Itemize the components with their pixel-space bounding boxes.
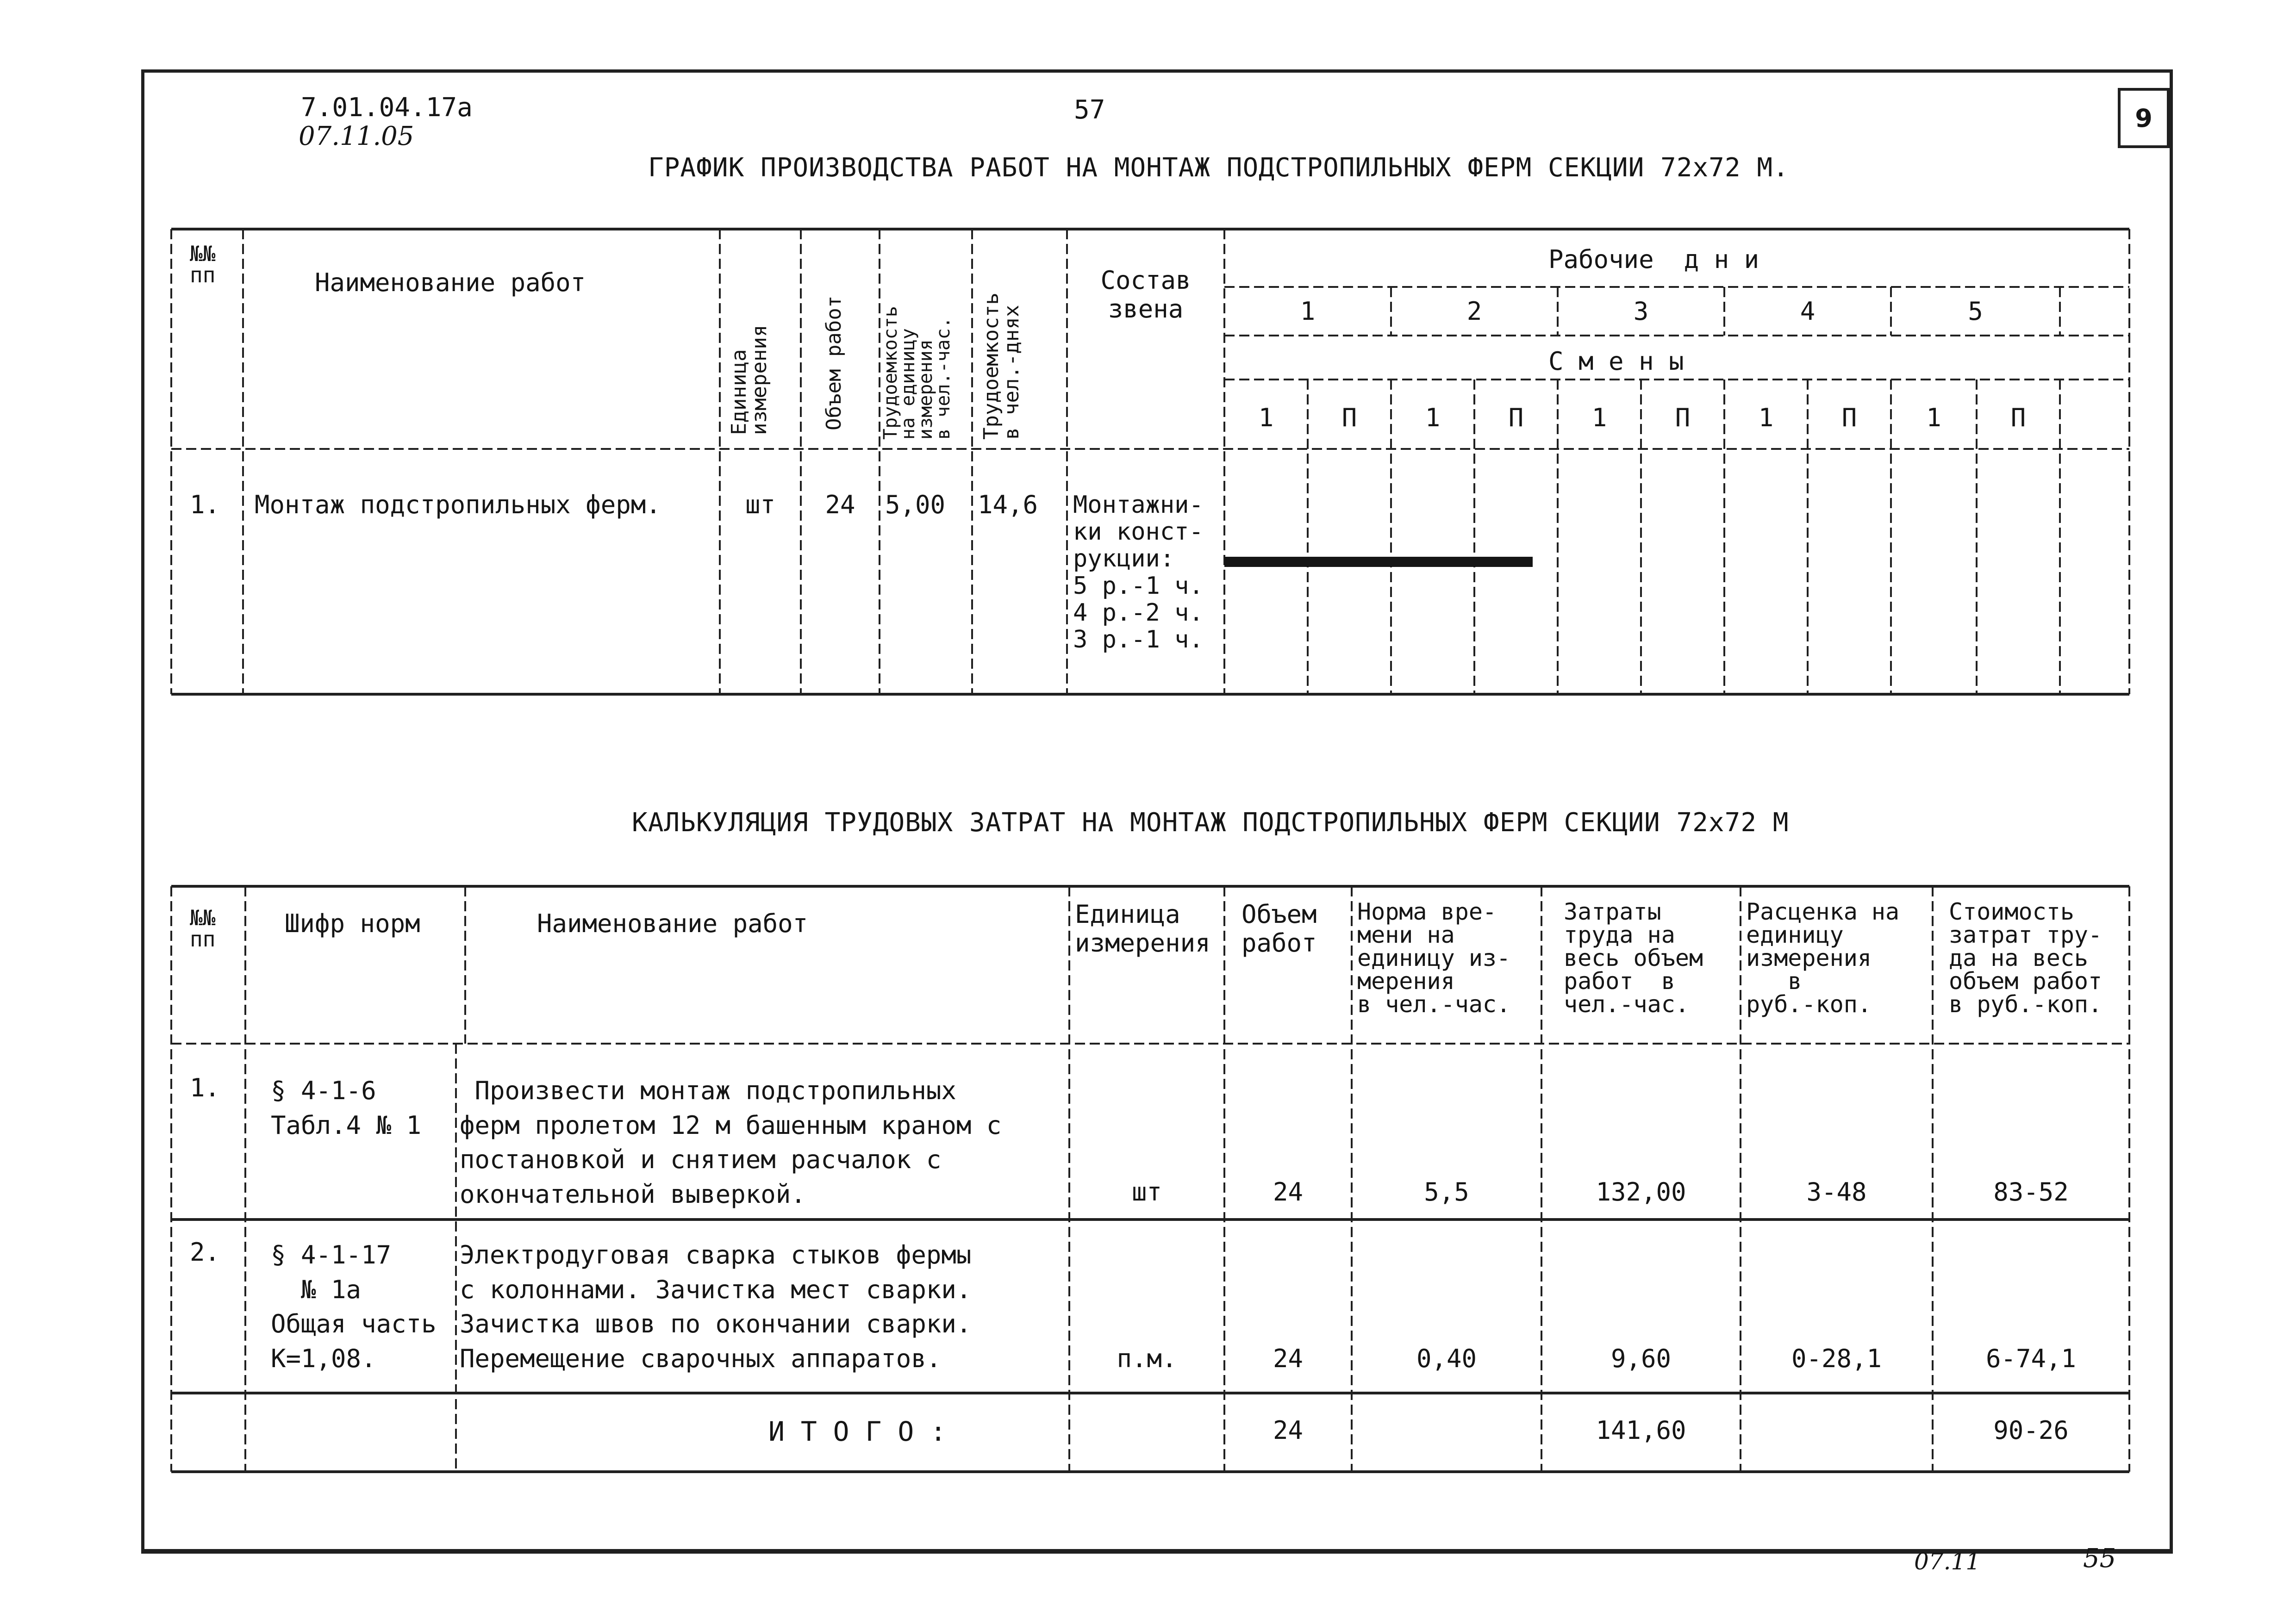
calc-row-labor-cost: 132,00 xyxy=(1596,1177,1686,1207)
document-code: 7.01.04.17а xyxy=(301,93,473,123)
calc-row-name: Электродуговая сварка стыков фермы с колоннами. Зачистка мест сварки. Зачистка швов по окончании сварки. Перемещение сварочных аппаратов. xyxy=(460,1240,972,1373)
total-labor-cost: 141,60 xyxy=(1596,1416,1686,1445)
shift-label: 1 xyxy=(1926,403,1941,432)
schedule-row-num: 1. xyxy=(190,490,220,519)
schedule-header-num: №№ пп xyxy=(190,241,216,287)
calc-row-num: 1. xyxy=(190,1073,220,1102)
total-volume: 24 xyxy=(1273,1416,1304,1445)
schedule-title: ГРАФИК ПРОИЗВОДСТВА РАБОТ НА МОНТАЖ ПОДСТРОПИЛЬНЫХ ФЕРМ СЕКЦИИ 72х72 М. xyxy=(648,153,1789,183)
schedule-row-labor-total: 14,6 xyxy=(978,490,1038,519)
calc-header-rate: Расценка на единицу измерения в руб.-коп. xyxy=(1746,898,1900,1018)
schedule-header-name: Наименование работ xyxy=(315,268,586,297)
calc-row-name: Произвести монтаж подстропильных ферм пролетом 12 м башенным краном с постановкой и снятием расчалок с окончательной выверкой. xyxy=(460,1076,1002,1209)
day-label: 4 xyxy=(1800,297,1816,326)
shift-label: П xyxy=(1341,403,1357,432)
calc-row-cost: 83-52 xyxy=(1993,1177,2069,1207)
shift-label: 1 xyxy=(1758,403,1774,432)
schedule-row-unit: шт xyxy=(745,490,776,519)
total-label: И Т О Г О : xyxy=(768,1416,947,1447)
calc-row-cost: 6-74,1 xyxy=(1985,1344,2077,1373)
schedule-header-labor-per-unit: Трудоемкость на единицу измерения в чел.-час. xyxy=(880,306,954,440)
schedule-row-name: Монтаж подстропильных ферм. xyxy=(255,490,661,519)
calc-row-num: 2. xyxy=(190,1238,220,1267)
schedule-header-volume: Объем работ xyxy=(822,295,846,430)
page-number: 57 xyxy=(1074,95,1105,125)
footer-handwritten-date: 07.11 xyxy=(1914,1548,1981,1575)
calc-row-volume: 24 xyxy=(1273,1177,1304,1207)
schedule-header-labor-total: Трудоемкость в чел.-днях xyxy=(980,292,1023,440)
calc-row-volume: 24 xyxy=(1273,1344,1304,1373)
calc-row-rate: 3-48 xyxy=(1806,1177,1867,1207)
calc-row-rate: 0-28,1 xyxy=(1791,1344,1882,1373)
calc-row-code: § 4-1-6 Табл.4 № 1 xyxy=(271,1076,422,1140)
calc-header-cost: Стоимость затрат тру- да на весь объем работ в руб.-коп. xyxy=(1949,898,2103,1018)
calc-row-unit: шт xyxy=(1131,1177,1162,1207)
schedule-header-unit: Единица измерения xyxy=(727,324,771,435)
schedule-row-volume: 24 xyxy=(825,490,855,519)
calc-header-code: Шифр норм xyxy=(285,909,420,938)
handwritten-date: 07.11.05 xyxy=(299,121,414,151)
schedule-header-workdays: Рабочие д н и xyxy=(1548,245,1759,274)
calc-header-num: №№ пп xyxy=(190,905,216,952)
shift-label: П xyxy=(1841,403,1857,432)
day-label: 1 xyxy=(1300,297,1316,326)
day-label: 5 xyxy=(1968,297,1983,326)
calc-header-unit: Единица измерения xyxy=(1075,900,1210,958)
calc-row-time-norm: 0,40 xyxy=(1416,1344,1477,1373)
calc-header-time-norm: Норма вре- мени на единицу из- мерения в чел.-час. xyxy=(1357,898,1511,1018)
shift-label: 1 xyxy=(1425,403,1441,432)
calc-row-time-norm: 5,5 xyxy=(1424,1177,1469,1207)
calc-row-unit: п.м. xyxy=(1117,1344,1177,1373)
footer-handwritten-page: 55 xyxy=(2083,1543,2116,1574)
shift-label: П xyxy=(1675,403,1691,432)
schedule-row-crew: Монтажни- ки конст- рукции: 5 р.-1 ч. 4 р.-2 ч. 3 р.-1 ч. xyxy=(1073,491,1204,654)
total-cost: 90-26 xyxy=(1993,1416,2069,1445)
calc-row-labor-cost: 9,60 xyxy=(1610,1344,1672,1373)
shift-label: П xyxy=(2010,403,2026,432)
day-label: 3 xyxy=(1633,297,1649,326)
schedule-header-crew: Состав звена xyxy=(1100,266,1191,324)
shift-label: П xyxy=(1508,403,1524,432)
calculation-title: КАЛЬКУЛЯЦИЯ ТРУДОВЫХ ЗАТРАТ НА МОНТАЖ ПОДСТРОПИЛЬНЫХ ФЕРМ СЕКЦИИ 72х72 М xyxy=(632,808,1789,838)
calc-header-name: Наименование работ xyxy=(537,909,808,938)
schedule-row-labor-per-unit: 5,00 xyxy=(885,490,946,519)
shift-label: 1 xyxy=(1258,403,1274,432)
schedule-header-shifts: С м е н ы xyxy=(1548,347,1684,376)
calc-row-code: § 4-1-17 № 1а Общая часть К=1,08. xyxy=(271,1240,437,1373)
sheet-number-badge: 9 xyxy=(2118,88,2170,148)
calc-header-labor-cost: Затраты труда на весь объем работ в чел.-час. xyxy=(1564,898,1703,1018)
day-label: 2 xyxy=(1466,297,1482,326)
shift-label: 1 xyxy=(1591,403,1607,432)
calc-header-volume: Объем работ xyxy=(1242,900,1317,958)
